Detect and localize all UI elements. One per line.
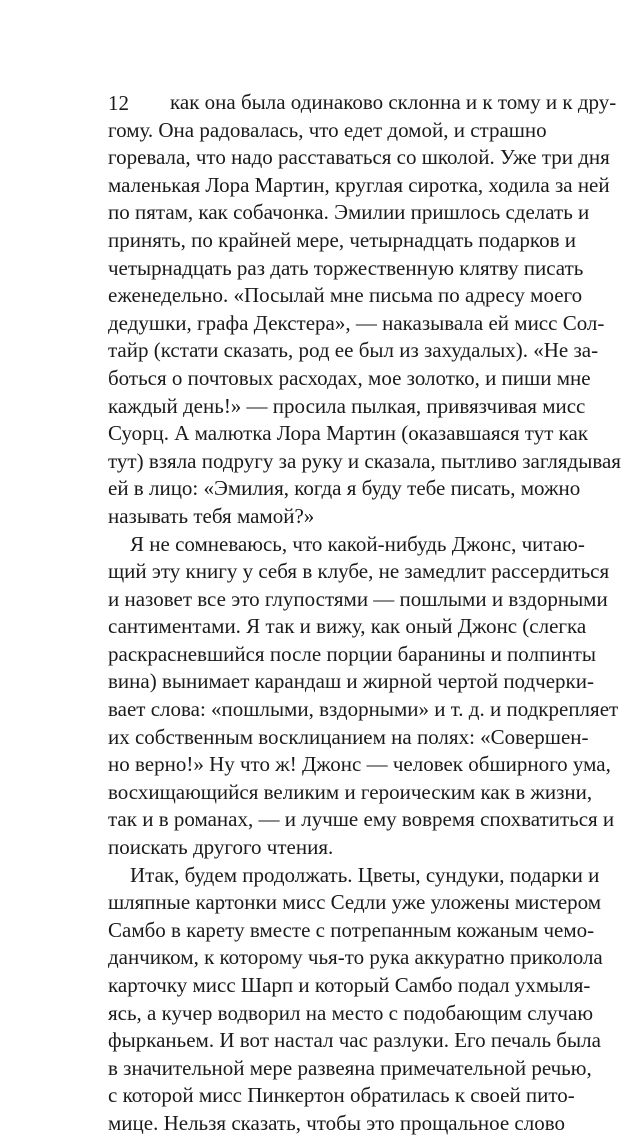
text-line: гому. Она радовалась, что едет домой, и страшно [108, 117, 547, 142]
text-line: вает слова: «пошлыми, вздорными» и т. д. и подкрепляет [108, 697, 619, 722]
text-line: шляпные картонки мисс Седли уже уложены мистером [108, 890, 602, 915]
text-line: восхищающийся великим и героическим как в жизни, [108, 779, 593, 804]
text-line: данчиком, к которому чья-то рука аккуратно приколола [108, 945, 603, 970]
text-line: вина) вынимает карандаш и жирной чертой подчерки- [108, 669, 594, 694]
text-line: по пятам, как собачонка. Эмилии пришлось сделать и [108, 200, 590, 225]
text-line: как она была одинаково склонна и к тому и к дру- [170, 90, 617, 114]
text-line: мице. Нельзя сказать, чтобы это прощальное слово [108, 1110, 565, 1135]
text-line: принять, по крайней мере, четырнадцать подарков и [108, 227, 576, 252]
text-line: еженедельно. «Посылай мне письма по адресу моего [108, 283, 583, 308]
text-line: четырнадцать раз дать торжественную клятву писать [108, 255, 584, 280]
text-line: горевала, что надо расставаться со школой. Уже три дня [108, 145, 610, 170]
text-line: сантиментами. Я так и вижу, как оный Джонс (слегка [108, 614, 587, 639]
text-line: ей в лицо: «Эмилия, когда я буду тебе писать, можно [108, 476, 581, 501]
page-number: 12 [108, 91, 129, 115]
text-line: их собственным восклицанием на полях: «Совершен- [108, 724, 589, 749]
text-line: Самбо в карету вместе с потрепанным кожаным чемо- [108, 917, 595, 942]
text-line: каждый день!» — просила пылкая, привязчивая мисс [108, 393, 586, 418]
text-line: но верно!» Ну что ж! Джонс — человек обширного ума, [108, 752, 611, 777]
text-line: Я не сомневаюсь, что какой-нибудь Джонс, читаю- [130, 531, 585, 556]
text-line: карточку мисс Шарп и который Самбо подал ухмыля- [108, 973, 591, 997]
text-line: Суорц. А малютка Лора Мартин (оказавшаяся тут как [108, 421, 589, 446]
text-line: тайр (кстати сказать, род ее был из захудалых). «Не за- [108, 338, 599, 363]
text-line: в значительной мере развеяна примечательной речью, [108, 1055, 592, 1080]
text-line: и назовет все это глупостями — пошлыми и вздорными [108, 586, 608, 611]
text-line: Итак, будем продолжать. Цветы, сундуки, подарки и [130, 862, 600, 887]
text-line: с которой мисс Пинкертон обратилась к своей пито- [108, 1083, 575, 1108]
text-line: тут) взяла подругу за руку и сказала, пытливо заглядывая [108, 448, 621, 473]
text-line: щий эту книгу у себя в клубе, не замедлит рассердиться [108, 559, 610, 584]
text-line: боться о почтовых расходах, мое золотко, и пиши мне [108, 365, 591, 390]
text-line: ясь, а кучер водворил на место с подобающим случаю [108, 1000, 594, 1025]
body-text [108, 89, 621, 1138]
text-line: дедушки, графа Декстера», — наказывала ей мисс Сол- [108, 310, 605, 335]
text-line: поискать другого чтения. [108, 835, 334, 860]
text-line: так и в романах, — и лучше ему вовремя спохватиться и [108, 807, 615, 832]
text-line: маленькая Лора Мартин, круглая сиротка, ходила за ней [108, 172, 610, 197]
text-line: фырканьем. И вот настал час разлуки. Его печаль была [108, 1028, 601, 1053]
text-line: называть тебя мамой?» [108, 503, 315, 528]
text-line: раскрасневшийся после порции баранины и полпинты [108, 641, 597, 666]
